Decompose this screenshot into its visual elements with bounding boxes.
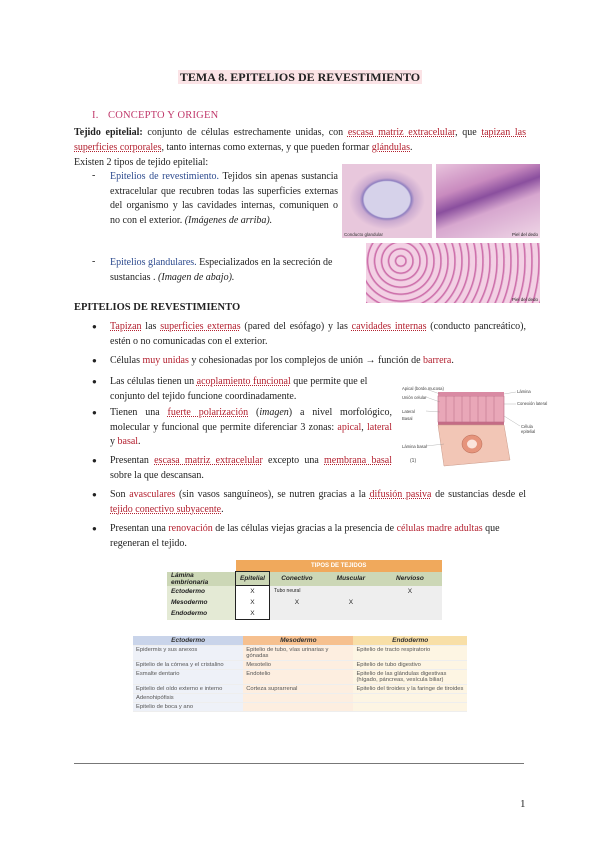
table-header: TIPOS DE TEJIDOS	[236, 560, 442, 572]
epithelium-diagram: Apical (borde mucosa) Unión celular Lateral Basal Lámina basal Lámina Conexión lateral Célula epitelial (1)	[400, 382, 548, 472]
bullet-celulas-unidas: Células muy unidas y cohesionadas por los complejos de unión → función de barrera.	[110, 355, 454, 366]
bullet-dot: ●	[92, 377, 97, 386]
bullet-dot: ●	[92, 524, 97, 533]
bullet-avasculares: Son avasculares (sin vasos sanguíneos), se nutren gracias a la difusión pasiva de sustancias desde el tejido conectivo subyacente.	[110, 489, 527, 515]
dash-bullet: -	[92, 170, 96, 181]
bullet-dot: ●	[92, 490, 97, 499]
section-heading-revestimiento: EPITELIOS DE REVESTIMIENTO	[74, 302, 241, 313]
col-header: Endodermo	[353, 636, 467, 646]
table-row: Epitelio del oído externo e interno Corteza suprarrenal Epitelio del tiroides y la faringe de tiroides	[133, 685, 467, 694]
col-header: Mesodermo	[243, 636, 353, 646]
bullet-renovacion: Presentan una renovación de las células viejas gracias a la presencia de células madre adultas que regeneran el tejido.	[110, 523, 500, 549]
table-row: Epitelio de boca y ano	[133, 703, 467, 712]
micrograph-glandular-tissue: Piel del dedo	[366, 243, 540, 303]
bullet-dot: ●	[92, 356, 97, 365]
bullet-polarizacion: Tienen una fuerte polarización (imagen) a nivel morfológico, molecular y funcional que permite diferenciar 3 zonas: apical, lateral y basal.	[110, 407, 392, 448]
col-header: Nervioso	[396, 575, 424, 582]
dash-bullet: -	[92, 256, 96, 267]
page-title: TEMA 8. EPITELIOS DE REVESTIMIENTO	[179, 70, 421, 84]
table-row: Mesodermo X X X	[167, 597, 442, 608]
intro-paragraph: Tejido epitelial: conjunto de células estrechamente unidas, con escasa matriz extracelular, que tapizan las superficies corporales, tanto internas como externas, y que pueden formar glándulas. Existen 2 tipos de tejido epitelial:	[74, 127, 526, 168]
germ-layer-derivatives-table	[133, 636, 467, 712]
section-heading-concepto: I. CONCEPTO Y ORIGEN	[92, 110, 219, 121]
bullet-acoplamiento: Las células tienen un acoplamiento funcional que permite que el conjunto del tejido funcione coordinadamente.	[110, 376, 368, 402]
type-glandulares: Epitelios glandulares. Especializados en la secreción de sustancias . (Imagen de abajo).	[110, 257, 333, 283]
table-row: Endodermo X	[167, 608, 442, 620]
page-number: 1	[520, 798, 526, 810]
bullet-dot: ●	[92, 456, 97, 465]
col-header: Muscular	[336, 575, 366, 582]
bullet-tapizan: Tapizan las superficies externas (pared del esófago) y las cavidades internas (conducto pancreático), estén o no comunicadas con el exterior.	[110, 321, 526, 347]
col-header: Ectodermo	[133, 636, 243, 646]
col-header: Conectivo	[281, 575, 313, 582]
col-header: Lámina embrionaria	[171, 571, 209, 586]
footer-divider	[74, 763, 524, 764]
bullet-dot: ●	[92, 408, 97, 417]
table-row: Esmalte dentario Endotelio Epitelio de las glándulas digestivas (hígado, páncreas, vesícula biliar)	[133, 670, 467, 685]
table-row: Ectodermo X Tubo neural X	[167, 586, 442, 598]
tissue-types-table	[167, 560, 442, 620]
micrograph-glandular-duct: Conducto glandular	[342, 164, 432, 238]
bullet-dot: ●	[92, 322, 97, 331]
table-row: Adenohipófisis	[133, 694, 467, 703]
bullet-matriz: Presentan escasa matriz extracelular excepto una membrana basal sobre la que descansan.	[110, 455, 392, 481]
table-row: Epidermis y sus anexos Epitelio de tubo, vías urinarias y gónadas Epitelio de tracto respiratorio	[133, 646, 467, 661]
table-row: Epitelio de la córnea y el cristalino Mesotelio Epitelio de tubo digestivo	[133, 661, 467, 670]
type-revestimiento: Epitelios de revestimiento. Tejidos sin apenas sustancia extracelular que recubren todas las superficies externas del organismo y las cavidades internas, comuniquen o no con el exterior. (Imágenes de arriba).	[110, 171, 338, 226]
micrograph-skin: Piel del dedo	[436, 164, 540, 238]
col-header: Epitelial	[236, 572, 270, 586]
